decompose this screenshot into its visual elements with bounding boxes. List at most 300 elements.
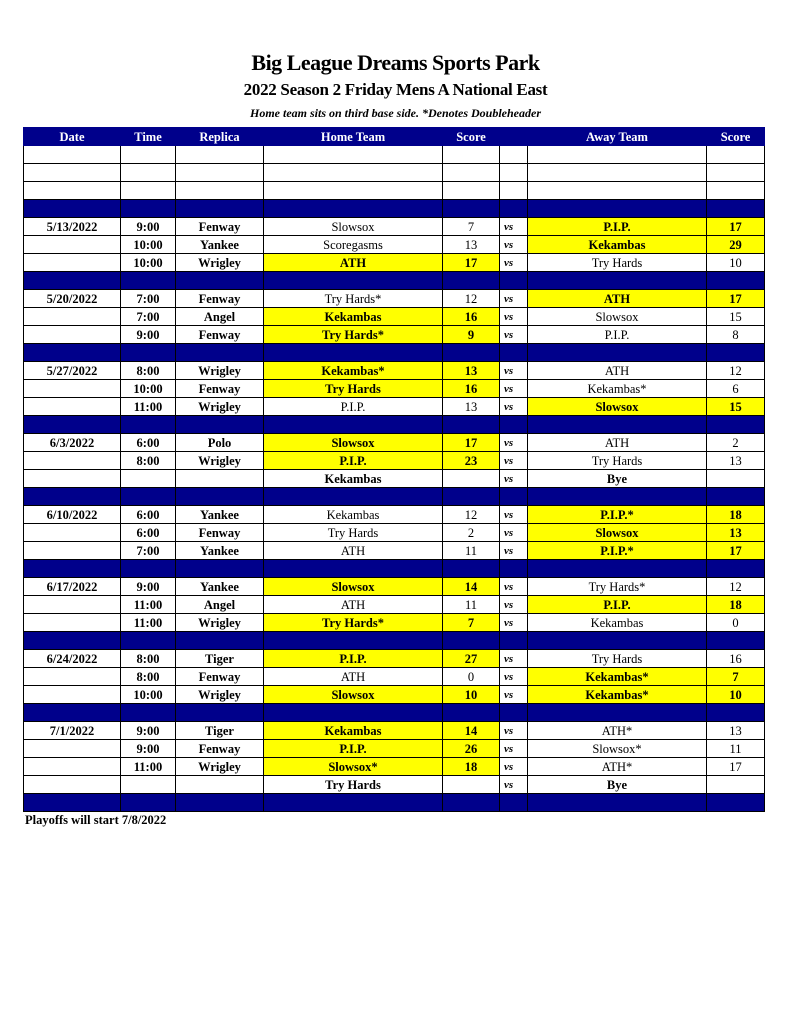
home-team-cell — [264, 704, 443, 722]
game-row — [24, 362, 765, 380]
header-date: Date — [24, 128, 121, 146]
replica-cell — [176, 272, 264, 290]
separator-row — [24, 416, 765, 434]
away-team-cell: Kekambas — [528, 236, 707, 254]
vs-cell: vs — [500, 254, 528, 272]
game-row — [24, 236, 765, 254]
time-cell: 11:00 — [121, 758, 176, 776]
away-score-cell: 12 — [707, 362, 765, 380]
home-score-cell: 13 — [443, 362, 500, 380]
away-score-cell — [707, 200, 765, 218]
away-team-cell: Slowsox — [528, 308, 707, 326]
away-team-cell: P.I.P.* — [528, 506, 707, 524]
time-cell: 11:00 — [121, 398, 176, 416]
home-team-cell: P.I.P. — [264, 650, 443, 668]
blank-row — [24, 182, 765, 200]
time-cell: 9:00 — [121, 326, 176, 344]
home-score-cell: 23 — [443, 452, 500, 470]
away-score-cell — [707, 560, 765, 578]
vs-cell: vs — [500, 452, 528, 470]
away-score-cell: 13 — [707, 524, 765, 542]
home-score-cell: 11 — [443, 542, 500, 560]
away-team-cell — [528, 182, 707, 200]
schedule-table — [23, 127, 765, 812]
vs-cell — [500, 146, 528, 164]
away-team-cell — [528, 794, 707, 812]
home-team-cell: Kekambas — [264, 506, 443, 524]
home-team-cell: Kekambas — [264, 470, 443, 488]
away-team-cell: Kekambas* — [528, 668, 707, 686]
vs-cell: vs — [500, 596, 528, 614]
vs-cell: vs — [500, 650, 528, 668]
away-score-cell — [707, 182, 765, 200]
vs-cell: vs — [500, 380, 528, 398]
vs-cell: vs — [500, 776, 528, 794]
away-team-cell: Bye — [528, 470, 707, 488]
replica-cell: Angel — [176, 596, 264, 614]
away-team-cell: ATH — [528, 290, 707, 308]
home-score-cell — [443, 344, 500, 362]
time-cell — [121, 704, 176, 722]
replica-cell — [176, 704, 264, 722]
game-row — [24, 722, 765, 740]
date-cell — [24, 344, 121, 362]
away-team-cell: ATH* — [528, 758, 707, 776]
time-cell: 9:00 — [121, 722, 176, 740]
vs-cell: vs — [500, 326, 528, 344]
game-row — [24, 506, 765, 524]
home-team-cell: Try Hards — [264, 776, 443, 794]
separator-row — [24, 488, 765, 506]
date-cell — [24, 740, 121, 758]
home-team-cell: ATH — [264, 254, 443, 272]
home-score-cell: 7 — [443, 218, 500, 236]
header-time: Time — [121, 128, 176, 146]
time-cell: 9:00 — [121, 218, 176, 236]
home-score-cell: 7 — [443, 614, 500, 632]
replica-cell — [176, 146, 264, 164]
vs-cell — [500, 200, 528, 218]
home-score-cell: 16 — [443, 380, 500, 398]
away-team-cell — [528, 344, 707, 362]
away-score-cell: 18 — [707, 506, 765, 524]
game-row — [24, 326, 765, 344]
game-row — [24, 668, 765, 686]
away-team-cell: Try Hards — [528, 650, 707, 668]
home-score-cell: 14 — [443, 578, 500, 596]
home-team-cell — [264, 344, 443, 362]
date-cell — [24, 272, 121, 290]
home-score-cell — [443, 488, 500, 506]
vs-cell: vs — [500, 470, 528, 488]
away-score-cell: 10 — [707, 254, 765, 272]
away-score-cell: 17 — [707, 290, 765, 308]
home-team-cell: Slowsox — [264, 578, 443, 596]
home-team-cell: ATH — [264, 542, 443, 560]
playoffs-note: Playoffs will start 7/8/2022 — [25, 813, 167, 827]
away-team-cell: Slowsox — [528, 524, 707, 542]
home-score-cell: 10 — [443, 686, 500, 704]
date-cell — [24, 632, 121, 650]
replica-cell: Wrigley — [176, 398, 264, 416]
home-score-cell: 9 — [443, 326, 500, 344]
home-score-cell: 13 — [443, 398, 500, 416]
date-cell: 5/27/2022 — [24, 362, 121, 380]
home-team-cell: Try Hards* — [264, 614, 443, 632]
time-cell: 6:00 — [121, 524, 176, 542]
replica-cell — [176, 776, 264, 794]
home-score-cell: 16 — [443, 308, 500, 326]
vs-cell: vs — [500, 218, 528, 236]
date-cell — [24, 758, 121, 776]
home-team-cell: ATH — [264, 596, 443, 614]
home-score-cell: 11 — [443, 596, 500, 614]
home-team-cell: Slowsox — [264, 218, 443, 236]
vs-cell: vs — [500, 236, 528, 254]
home-team-cell: Try Hards — [264, 380, 443, 398]
replica-cell — [176, 470, 264, 488]
away-team-cell — [528, 272, 707, 290]
replica-cell — [176, 200, 264, 218]
away-team-cell: ATH — [528, 434, 707, 452]
time-cell: 9:00 — [121, 740, 176, 758]
header-row — [24, 128, 765, 146]
game-row — [24, 308, 765, 326]
date-cell: 6/3/2022 — [24, 434, 121, 452]
home-score-cell: 18 — [443, 758, 500, 776]
date-cell — [24, 416, 121, 434]
time-cell: 8:00 — [121, 650, 176, 668]
replica-cell — [176, 560, 264, 578]
game-row — [24, 686, 765, 704]
away-score-cell — [707, 146, 765, 164]
game-row — [24, 380, 765, 398]
replica-cell — [176, 794, 264, 812]
home-score-cell: 13 — [443, 236, 500, 254]
header-away-score: Score — [707, 128, 765, 146]
schedule-note: Home team sits on third base side. *Denotes Doubleheader — [250, 106, 541, 120]
home-score-cell — [443, 704, 500, 722]
replica-cell: Fenway — [176, 218, 264, 236]
date-cell — [24, 380, 121, 398]
date-cell — [24, 686, 121, 704]
replica-cell — [176, 488, 264, 506]
separator-row — [24, 200, 765, 218]
replica-cell: Wrigley — [176, 362, 264, 380]
separator-row — [24, 704, 765, 722]
home-team-cell: P.I.P. — [264, 452, 443, 470]
away-score-cell — [707, 632, 765, 650]
replica-cell: Fenway — [176, 380, 264, 398]
away-team-cell — [528, 200, 707, 218]
away-score-cell: 11 — [707, 740, 765, 758]
away-score-cell: 13 — [707, 452, 765, 470]
game-row — [24, 290, 765, 308]
page-title: Big League Dreams Sports Park — [251, 50, 540, 75]
away-score-cell — [707, 272, 765, 290]
away-team-cell — [528, 488, 707, 506]
vs-cell: vs — [500, 614, 528, 632]
date-cell — [24, 560, 121, 578]
away-team-cell: Try Hards* — [528, 578, 707, 596]
date-cell — [24, 146, 121, 164]
home-team-cell — [264, 182, 443, 200]
date-cell — [24, 308, 121, 326]
home-team-cell — [264, 200, 443, 218]
home-score-cell — [443, 182, 500, 200]
date-cell — [24, 470, 121, 488]
home-score-cell: 14 — [443, 722, 500, 740]
time-cell: 7:00 — [121, 542, 176, 560]
away-score-cell: 13 — [707, 722, 765, 740]
away-score-cell — [707, 416, 765, 434]
date-cell — [24, 776, 121, 794]
game-row — [24, 524, 765, 542]
vs-cell: vs — [500, 542, 528, 560]
away-team-cell: ATH — [528, 362, 707, 380]
away-score-cell: 2 — [707, 434, 765, 452]
header-replica: Replica — [176, 128, 264, 146]
time-cell: 11:00 — [121, 596, 176, 614]
vs-cell: vs — [500, 524, 528, 542]
home-team-cell: Try Hards* — [264, 326, 443, 344]
home-score-cell — [443, 200, 500, 218]
time-cell: 6:00 — [121, 434, 176, 452]
time-cell: 10:00 — [121, 380, 176, 398]
away-team-cell — [528, 632, 707, 650]
date-cell — [24, 452, 121, 470]
home-team-cell: Try Hards* — [264, 290, 443, 308]
home-team-cell: P.I.P. — [264, 740, 443, 758]
time-cell: 7:00 — [121, 308, 176, 326]
away-score-cell: 12 — [707, 578, 765, 596]
date-cell — [24, 200, 121, 218]
vs-cell: vs — [500, 578, 528, 596]
away-score-cell — [707, 776, 765, 794]
away-score-cell: 17 — [707, 218, 765, 236]
time-cell — [121, 488, 176, 506]
vs-cell — [500, 164, 528, 182]
game-row — [24, 740, 765, 758]
vs-cell: vs — [500, 758, 528, 776]
separator-row — [24, 272, 765, 290]
time-cell — [121, 560, 176, 578]
game-row — [24, 596, 765, 614]
replica-cell: Tiger — [176, 722, 264, 740]
replica-cell: Wrigley — [176, 686, 264, 704]
game-row — [24, 218, 765, 236]
time-cell — [121, 470, 176, 488]
vs-cell: vs — [500, 740, 528, 758]
vs-cell: vs — [500, 686, 528, 704]
time-cell: 7:00 — [121, 290, 176, 308]
date-cell — [24, 326, 121, 344]
home-score-cell: 12 — [443, 290, 500, 308]
replica-cell: Yankee — [176, 236, 264, 254]
separator-row — [24, 632, 765, 650]
home-team-cell: ATH — [264, 668, 443, 686]
away-score-cell: 29 — [707, 236, 765, 254]
away-score-cell: 0 — [707, 614, 765, 632]
away-score-cell: 10 — [707, 686, 765, 704]
time-cell — [121, 146, 176, 164]
date-cell: 6/17/2022 — [24, 578, 121, 596]
home-team-cell: P.I.P. — [264, 398, 443, 416]
home-team-cell — [264, 164, 443, 182]
replica-cell: Fenway — [176, 740, 264, 758]
away-team-cell: P.I.P. — [528, 326, 707, 344]
time-cell — [121, 344, 176, 362]
away-team-cell — [528, 560, 707, 578]
home-score-cell — [443, 272, 500, 290]
replica-cell: Fenway — [176, 668, 264, 686]
away-score-cell: 7 — [707, 668, 765, 686]
away-team-cell: Kekambas* — [528, 686, 707, 704]
away-score-cell: 8 — [707, 326, 765, 344]
away-score-cell: 15 — [707, 308, 765, 326]
replica-cell: Fenway — [176, 524, 264, 542]
vs-cell — [500, 272, 528, 290]
replica-cell — [176, 182, 264, 200]
time-cell: 8:00 — [121, 362, 176, 380]
time-cell: 11:00 — [121, 614, 176, 632]
game-row — [24, 254, 765, 272]
away-score-cell: 17 — [707, 542, 765, 560]
home-score-cell — [443, 776, 500, 794]
home-team-cell: Kekambas — [264, 308, 443, 326]
vs-cell: vs — [500, 308, 528, 326]
away-score-cell — [707, 794, 765, 812]
replica-cell: Wrigley — [176, 614, 264, 632]
separator-row — [24, 560, 765, 578]
home-team-cell: Kekambas — [264, 722, 443, 740]
away-team-cell — [528, 164, 707, 182]
replica-cell: Wrigley — [176, 254, 264, 272]
home-team-cell: Slowsox — [264, 434, 443, 452]
game-row — [24, 758, 765, 776]
vs-cell — [500, 416, 528, 434]
replica-cell: Tiger — [176, 650, 264, 668]
home-team-cell: Kekambas* — [264, 362, 443, 380]
away-team-cell — [528, 704, 707, 722]
away-team-cell — [528, 146, 707, 164]
schedule-body — [24, 146, 765, 812]
home-score-cell — [443, 560, 500, 578]
date-cell: 6/24/2022 — [24, 650, 121, 668]
home-score-cell: 26 — [443, 740, 500, 758]
vs-cell: vs — [500, 506, 528, 524]
vs-cell — [500, 704, 528, 722]
vs-cell: vs — [500, 722, 528, 740]
vs-cell: vs — [500, 668, 528, 686]
game-row — [24, 650, 765, 668]
game-row — [24, 452, 765, 470]
date-cell — [24, 254, 121, 272]
home-team-cell: Slowsox* — [264, 758, 443, 776]
time-cell — [121, 776, 176, 794]
away-score-cell — [707, 488, 765, 506]
blank-row — [24, 146, 765, 164]
home-score-cell: 12 — [443, 506, 500, 524]
game-row — [24, 542, 765, 560]
replica-cell: Angel — [176, 308, 264, 326]
page-subtitle: 2022 Season 2 Friday Mens A National East — [243, 80, 548, 99]
home-team-cell: Slowsox — [264, 686, 443, 704]
away-team-cell: Bye — [528, 776, 707, 794]
time-cell — [121, 272, 176, 290]
home-team-cell — [264, 794, 443, 812]
time-cell — [121, 632, 176, 650]
away-team-cell: ATH* — [528, 722, 707, 740]
date-cell — [24, 164, 121, 182]
time-cell — [121, 794, 176, 812]
vs-cell: vs — [500, 398, 528, 416]
time-cell: 8:00 — [121, 668, 176, 686]
home-score-cell — [443, 146, 500, 164]
replica-cell: Wrigley — [176, 452, 264, 470]
date-cell: 7/1/2022 — [24, 722, 121, 740]
header-away-team: Away Team — [528, 128, 707, 146]
vs-cell: vs — [500, 362, 528, 380]
home-team-cell — [264, 488, 443, 506]
date-cell — [24, 182, 121, 200]
game-row — [24, 434, 765, 452]
home-score-cell — [443, 470, 500, 488]
away-team-cell: Try Hards — [528, 254, 707, 272]
away-score-cell: 6 — [707, 380, 765, 398]
time-cell — [121, 416, 176, 434]
replica-cell: Fenway — [176, 290, 264, 308]
home-team-cell — [264, 146, 443, 164]
time-cell: 10:00 — [121, 686, 176, 704]
header-home-team: Home Team — [264, 128, 443, 146]
away-team-cell: Slowsox — [528, 398, 707, 416]
date-cell — [24, 542, 121, 560]
home-score-cell: 2 — [443, 524, 500, 542]
vs-cell — [500, 344, 528, 362]
away-team-cell — [528, 416, 707, 434]
away-score-cell: 15 — [707, 398, 765, 416]
away-score-cell — [707, 164, 765, 182]
date-cell — [24, 398, 121, 416]
home-score-cell — [443, 632, 500, 650]
away-score-cell — [707, 470, 765, 488]
date-cell — [24, 794, 121, 812]
home-team-cell — [264, 416, 443, 434]
date-cell — [24, 488, 121, 506]
time-cell — [121, 182, 176, 200]
date-cell — [24, 704, 121, 722]
away-team-cell: Try Hards — [528, 452, 707, 470]
replica-cell — [176, 632, 264, 650]
time-cell: 9:00 — [121, 578, 176, 596]
game-row — [24, 614, 765, 632]
replica-cell: Yankee — [176, 578, 264, 596]
vs-cell — [500, 488, 528, 506]
time-cell — [121, 200, 176, 218]
home-score-cell: 0 — [443, 668, 500, 686]
vs-cell: vs — [500, 434, 528, 452]
date-cell — [24, 236, 121, 254]
away-team-cell: Kekambas* — [528, 380, 707, 398]
replica-cell: Fenway — [176, 326, 264, 344]
replica-cell: Polo — [176, 434, 264, 452]
home-team-cell: Try Hards — [264, 524, 443, 542]
home-score-cell — [443, 416, 500, 434]
replica-cell — [176, 164, 264, 182]
away-score-cell: 16 — [707, 650, 765, 668]
header-vs — [500, 128, 528, 146]
